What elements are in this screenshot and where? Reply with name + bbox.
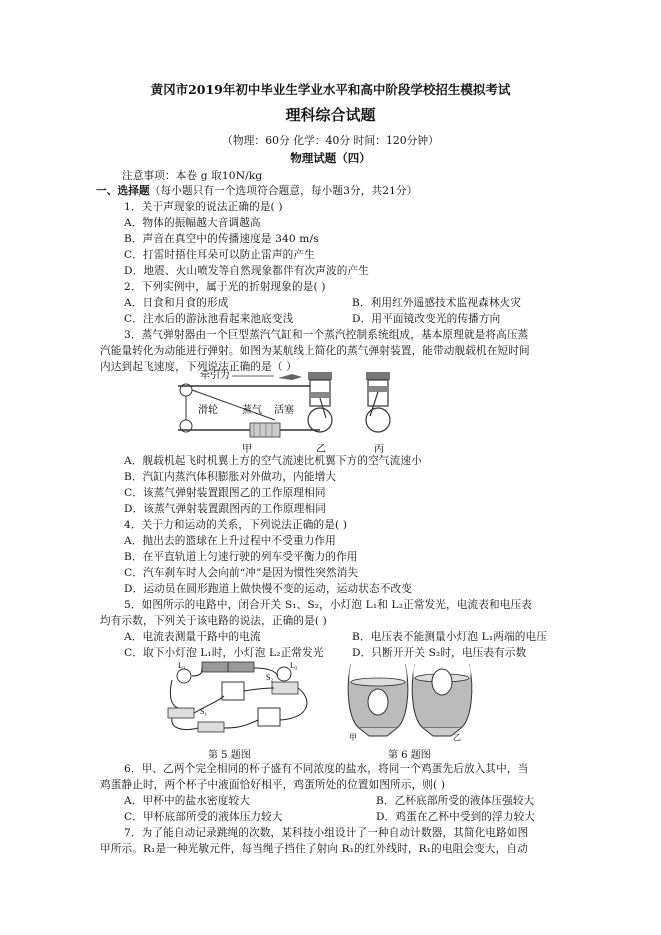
q3-label-traction: 牵引力 <box>200 370 230 381</box>
q6-line2: 鸡蛋静止时，两个杯子中液面恰好相平，鸡蛋所处的位置如图所示，则( ) <box>100 779 446 791</box>
q2-stem: 2．下列实例中，属于光的折射现象的是( ) <box>124 281 326 293</box>
q2-option-a: A．日食和月食的形成 <box>124 297 229 309</box>
q5-option-c: C．取下小灯泡 L₁时，小灯泡 L₂正常发光 <box>124 647 324 659</box>
q4-option-a: A．抛出去的篮球在上升过程中不受重力作用 <box>124 535 336 547</box>
q6-label-jia: 甲 <box>349 733 357 742</box>
q3-option-c: C．该蒸气弹射装置跟图乙的工作原理相同 <box>124 487 326 499</box>
q6-option-d: D．鸡蛋在乙杯中受到的浮力较大 <box>376 811 536 823</box>
q3-figure <box>170 368 430 460</box>
q2-option-c: C．注水后的游泳池看起来池底变浅 <box>124 313 294 325</box>
q7-line2: 甲所示。R₁是一种光敏元件，每当绳子挡住了射向 R₁的红外线时，R₁的电阻会变大，自动 <box>100 843 528 855</box>
q5-label-s2: S₂ <box>266 673 274 682</box>
section-title: 物理试题（四） <box>290 151 371 165</box>
q3-option-b: B．汽缸内蒸汽体积膨胀对外做功，内能增大 <box>124 471 337 483</box>
q3-label-piston: 活塞 <box>274 405 294 416</box>
q5-label-l2: L₂ <box>290 661 298 670</box>
q1-option-a: A．物体的振幅越大音调越高 <box>124 217 261 229</box>
q5-option-a: A．电流表测量干路中的电流 <box>124 631 261 643</box>
q6-caption: 第 6 题图 <box>388 750 431 761</box>
q5-option-d: D．只断开开关 S₂时，电压表有示数 <box>352 647 527 659</box>
q3-label-yi: 乙 <box>316 444 326 455</box>
q4-option-b: B．在平直轨道上匀速行驶的列车受平衡力的作用 <box>124 551 358 563</box>
part1-label: 一、选择题 <box>96 185 150 197</box>
part1-desc: （每小题只有一个选项符合题意，每小题3分，共21分） <box>149 185 418 197</box>
q1-stem: 1．关于声现象的说法正确的是( ) <box>124 201 283 213</box>
q5-label-s1: S₁ <box>200 707 208 716</box>
q3-label-jia: 甲 <box>242 444 252 455</box>
q5-option-b: B．电压表不能测量小灯泡 L₁两端的电压 <box>352 631 547 643</box>
q3-label-bing: 丙 <box>374 444 384 455</box>
q1-option-d: D．地震、火山喷发等自然现象都伴有次声波的产生 <box>124 265 370 277</box>
q3-option-d: D．该蒸气弹射装置跟图丙的工作原理相同 <box>124 503 327 515</box>
exam-subject: 理科综合试题 <box>285 106 376 124</box>
q3-line2: 汽能量转化为动能进行弹射。如图为某航线上简化的蒸气弹射装置，能带动舰载机在短时间 <box>100 345 530 357</box>
q4-option-c: C．汽车刹车时人会向前“冲”是因为惯性突然消失 <box>124 567 359 579</box>
q5-line2: 均有示数，下列关于该电路的说法，正确的是( ) <box>100 615 327 627</box>
q3-option-a: A．舰载机起飞时机翼上方的空气流速比机翼下方的空气流速小 <box>124 455 422 467</box>
q6-option-b: B．乙杯底部所受的液体压强较大 <box>376 795 535 807</box>
q3-line3: 内达到起飞速度，下列说法正确的是（ ） <box>100 361 297 373</box>
q4-option-d: D．运动员在圆形跑道上做快慢不变的运动，运动状态不改变 <box>124 583 412 595</box>
q4-stem: 4．关于力和运动的关系，下列说法正确的是( ) <box>124 519 348 531</box>
q6-label-yi: 乙 <box>453 733 461 742</box>
q6-option-a: A．甲杯中的盐水密度较大 <box>124 795 250 807</box>
q5-label-l1: L₁ <box>178 661 186 670</box>
q3-line1: 3．蒸气弹射器由一个巨型蒸汽气缸和一个蒸汽控制系统组成，基本原理就是将高压蒸 <box>124 329 529 341</box>
exam-meta: （物理：60分 化学：40分 时间：120分钟） <box>222 134 439 147</box>
q1-option-c: C．打雷时捂住耳朵可以防止雷声的产生 <box>124 249 315 261</box>
q2-option-b: B．利用红外遥感技术监视森林火灾 <box>352 297 522 309</box>
notice: 注意事项：本卷 g 取10N/kg <box>122 170 263 182</box>
q1-option-b: B．声音在真空中的传播速度是 340 m/s <box>124 233 319 245</box>
part1-heading <box>96 184 418 198</box>
q5-caption: 第 5 题图 <box>208 750 251 761</box>
q6-option-c: C．甲杯底部所受的液体压力较大 <box>124 811 283 823</box>
q3-label-pulley: 滑轮 <box>198 405 218 416</box>
q5-circuit-figure <box>162 658 322 742</box>
q3-label-steam: 蒸气 <box>242 405 262 416</box>
q2-option-d: D．用平面镜改变光的传播方向 <box>352 313 501 325</box>
q7-line1: 7．为了能自动记录跳绳的次数，某科技小组设计了一种自动计数器，其简化电路如图 <box>124 827 529 839</box>
exam-title: 黄冈市2019年初中毕业生学业水平和高中阶段学校招生模拟考试 <box>150 82 511 97</box>
q5-line1: 5．如图所示的电路中，闭合开关 S₁、S₂，小灯泡 L₁和 L₂正常发光，电流表和电压表 <box>124 599 533 611</box>
q6-cups-figure <box>345 660 475 742</box>
q6-line1: 6．甲、乙两个完全相同的杯子盛有不同浓度的盐水，将同一个鸡蛋先后放入其中，当 <box>124 763 529 775</box>
